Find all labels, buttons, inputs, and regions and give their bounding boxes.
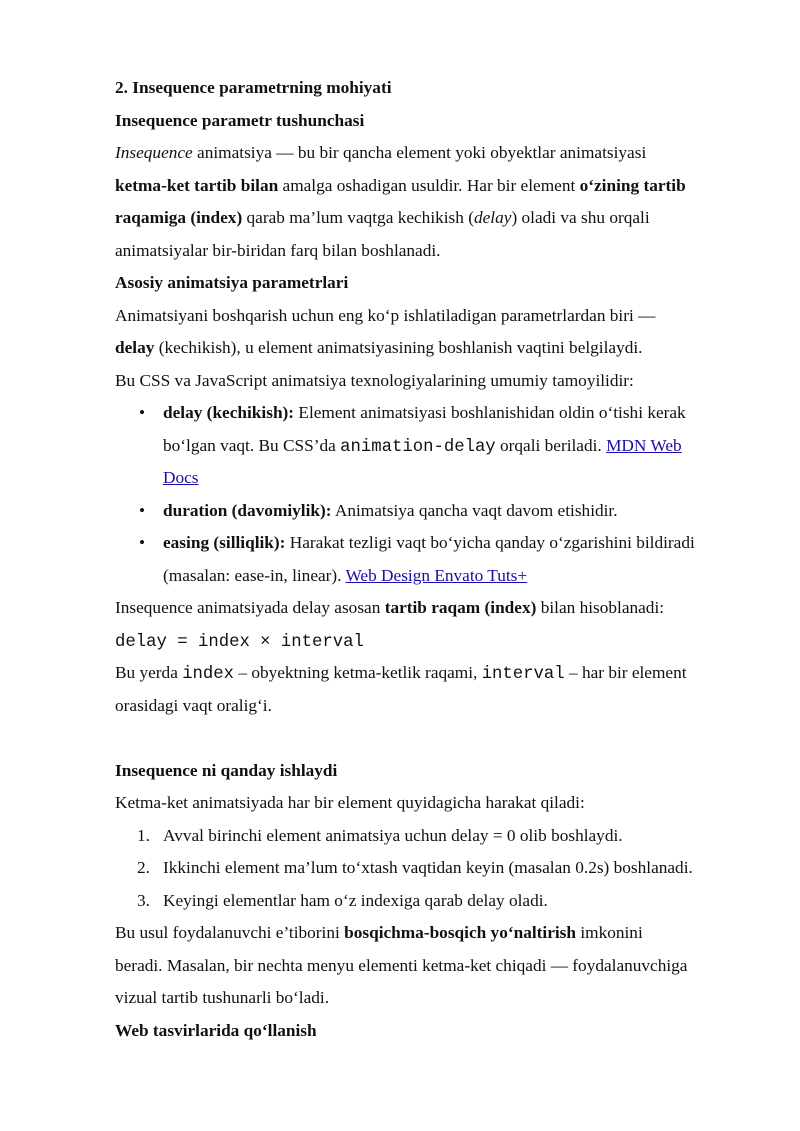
subheading-concept: Insequence parametr tushunchasi xyxy=(115,110,365,130)
list-item: • delay (kechikish): Element animatsiyasi boshlanishidan oldin o‘tishi kerak bo‘lgan vaqt. Bu CSS’da animation-delay orqali beriladi. MDN Web Docs xyxy=(115,397,745,495)
link-mdn-web-docs[interactable]: MDN Web xyxy=(606,435,682,455)
list-item: • duration (davomiylik): Animatsiya qancha vaqt davom etishidir. xyxy=(115,495,745,528)
paragraph-usage: Bu usul foydalanuvchi e’tiborini bosqichma-bosqich yo‘naltirish imkonini beradi. Masalan, bir nechta menyu elementi ketma-ket chiqadi — foydalanuvchiga vizual tartib tushunarli bo‘ladi. xyxy=(115,923,688,1007)
formula: delay = index × interval xyxy=(115,632,364,652)
bullet-marker: • xyxy=(139,500,146,520)
paragraph-intro: Ketma-ket animatsiyada har bir element quyidagicha harakat qiladi: xyxy=(115,793,585,812)
subheading-how: Insequence ni qanday ishlaydi xyxy=(115,760,338,780)
bullet-marker: • xyxy=(139,403,146,422)
list-item: 2. Ikkinchi element ma’lum to‘xtash vaqtidan keyin (masalan 0.2s) boshlanadi. xyxy=(137,858,693,877)
paragraph-definition: Insequence animatsiya — bu bir qancha element yoki obyektlar animatsiyasi ketma-ket tartib bilan amalga oshadigan usuldir. Har bir element o‘zining tartib raqamiga (index) qarab ma’lum vaqtga kechikish (delay) oladi va shu orqali animatsiyalar bir-biridan farq bilan boshlanadi. xyxy=(115,143,686,260)
subheading-params: Asosiy animatsiya parametrlari xyxy=(115,273,349,292)
numbered-list xyxy=(115,820,745,918)
list-item: • easing (silliqlik): Harakat tezligi vaqt bo‘yicha qanday o‘zgarishini bildiradi (masalan: ease-in, linear). Web Design Envato Tuts+ xyxy=(115,527,745,592)
document-page xyxy=(115,72,745,1047)
bullet-list xyxy=(115,397,745,592)
section-heading: 2. Insequence parametrning mohiyati xyxy=(115,78,392,97)
subheading-web: Web tasvirlarida qo‘llanish xyxy=(115,1020,317,1040)
link-envato-tuts[interactable]: Web Design Envato Tuts+ xyxy=(345,565,528,585)
link-mdn-web-docs-cont[interactable]: Docs xyxy=(163,468,199,487)
paragraph-params: Animatsiyani boshqarish uchun eng ko‘p ishlatiladigan parametrlardan biri — delay (kechikish), u element animatsiyasining boshlanish vaqtini belgilaydi. Bu CSS va JavaScript animatsiya texnologiyalarining umumiy tamoyilidir: xyxy=(115,305,656,390)
paragraph-formula: Insequence animatsiyada delay asosan tartib raqam (index) bilan hisoblanadi: delay = index × interval Bu yerda index – obyektning ketma-ketlik raqami, interval – har bir element orasidagi vaqt oralig‘i. xyxy=(115,598,687,715)
list-item: 3. Keyingi elementlar ham o‘z indexiga qarab delay oladi. xyxy=(137,890,548,910)
bullet-marker: • xyxy=(139,533,146,552)
inline-code: animation-delay xyxy=(340,437,496,457)
list-item: 1. Avval birinchi element animatsiya uchun delay = 0 olib boshlaydi. xyxy=(137,825,623,845)
